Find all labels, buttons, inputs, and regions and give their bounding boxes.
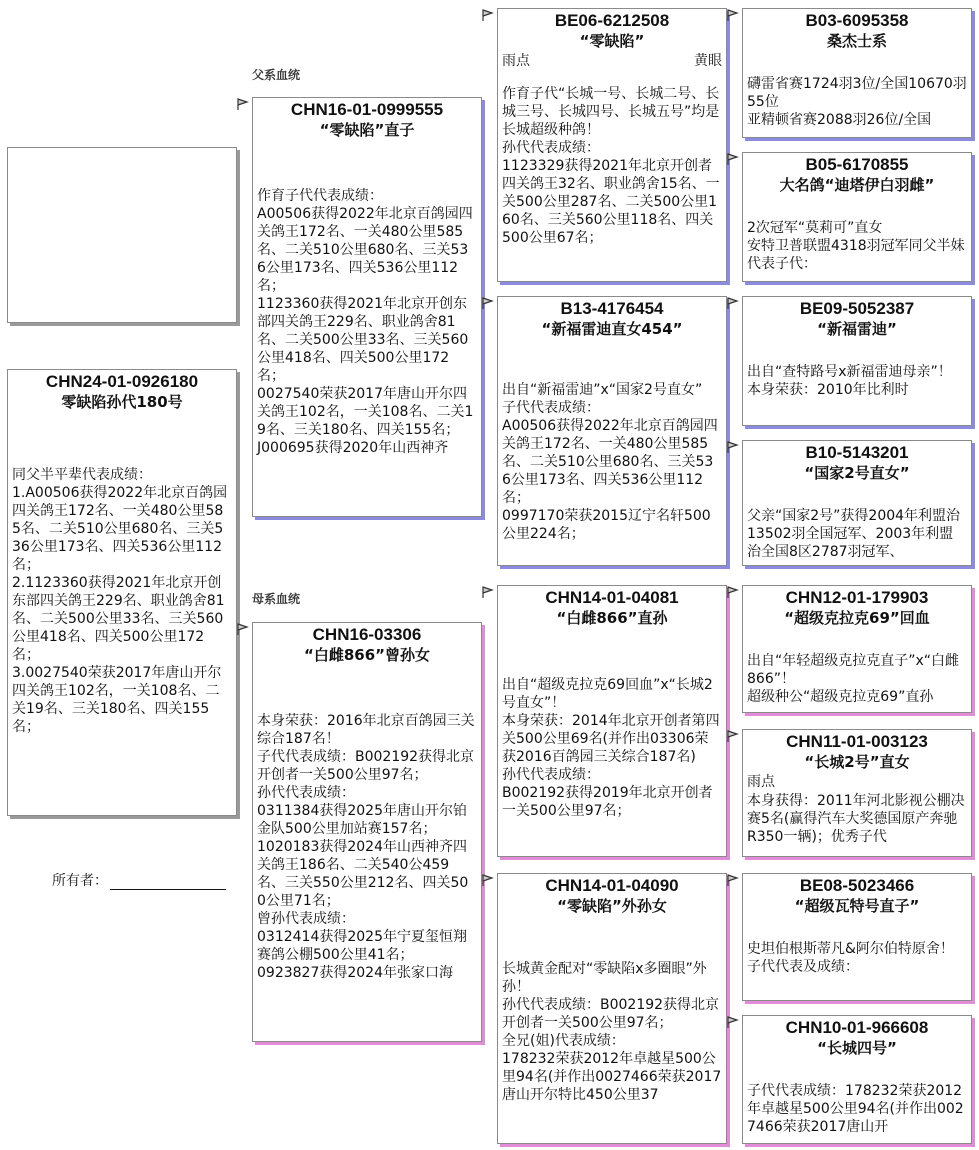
sdd-name: “国家2号直女” (804, 464, 910, 482)
sire-ring-number: CHN16-01-0999555 (290, 100, 444, 119)
ddd-name: “长城四号” (817, 1039, 897, 1057)
dss-details: 出自“年轻超级克拉克直子”x“白雌866”！ 超级种公“超级克拉克69”直孙 (747, 653, 960, 705)
sdd-ring-number: B10-5143201 (805, 443, 909, 462)
sire-details: 作育子代代表成绩： A00506获得2022年北京百鸽园四关鸽王172名、一关480公里585名、二关510公里680名、三关536公里173名、四关536公里112名； 1123360获得2021年北京开创东部四关鸽王229名、职业鸽舍81名、二关500公里33名、三关560公里418名、四关500公里172名； 0027540荣获2017年唐山开尔四关鸽王102名，一关108名、二关19名、三关180名、四关155名； J000695获得2020年山西神齐 (257, 188, 474, 456)
dam-dam-card[interactable] (497, 873, 727, 1144)
dss-ring-number: CHN12-01-179903 (785, 588, 929, 607)
sire-sire-attributes (498, 51, 726, 71)
sss-details: 礴雷省赛1724羽3位/全国10670羽55位 亚精顿省赛2088羽26位/全国 (747, 76, 967, 128)
sdd-card[interactable] (742, 440, 972, 566)
dam-sire-ring-number: CHN14-01-04081 (545, 588, 679, 607)
ddd-card[interactable] (742, 1015, 972, 1144)
sire-card[interactable] (252, 97, 482, 517)
owner-field (52, 870, 226, 890)
ddd-ring-number: CHN10-01-966608 (785, 1018, 929, 1037)
dds-card[interactable] (742, 873, 972, 1001)
owner-blank-line[interactable] (110, 875, 226, 890)
ssd-name: 大名鸽“迪塔伊白羽雌” (779, 176, 935, 194)
dam-dam-details: 长城黄金配对“零缺陷x多圈眼”外孙！ 孙代代表成绩：B002192获得北京开创者一关500公里97名； 全兄(姐)代表成绩： 178232荣获2012年卓越星500公里94名(并作出0027466荣获2017唐山开尔特比450公里37 (502, 961, 722, 1103)
flag-icon[interactable] (726, 585, 740, 599)
dam-sire-card[interactable] (497, 585, 727, 857)
sire-sire-ring-number: BE06-6212508 (554, 11, 670, 30)
flag-icon[interactable] (726, 873, 740, 887)
subject-ring-number: CHN24-01-0926180 (45, 372, 199, 391)
sire-sire-color: 雨点 (502, 53, 530, 69)
dam-sire-name: “白雌866”直孙 (556, 609, 668, 627)
flag-icon[interactable] (481, 296, 495, 310)
sire-sire-details: 作育子代“长城一号、长城二号、长城三号、长城四号、长城五号”均是长城超级种鸽！ 孙代代表成绩： 1123329获得2021年北京开创者四关鸽王32名、职业鸽舍15名、一关500公里287名、二关500公里160名、三关560公里118名、四关500公里67名； (502, 86, 720, 246)
flag-icon[interactable] (236, 97, 250, 111)
owner-label: 所有者： (52, 873, 108, 889)
subject-card[interactable] (7, 369, 237, 816)
dds-ring-number: BE08-5023466 (799, 876, 915, 895)
dam-dam-ring-number: CHN14-01-04090 (545, 876, 679, 895)
dsd-color: 雨点 (747, 774, 775, 790)
subject-name: 零缺陷孙代180号 (61, 393, 183, 411)
dss-name: “超级克拉克69”回血 (784, 609, 930, 627)
flag-icon[interactable] (726, 440, 740, 454)
dam-dam-name: “零缺陷”外孙女 (557, 897, 667, 915)
sire-sire-eye: 黄眼 (694, 53, 722, 69)
sds-details: 出自“查特路号x新福雷迪母亲”！ 本身荣获：2010年比利时 (747, 364, 952, 398)
flag-icon[interactable] (726, 1015, 740, 1029)
dam-sire-details: 出自“超级克拉克69回血”x“长城2号直女”！ 本身荣获：2014年北京开创者第四关500公里69名(并作出03306荣获2016百鸽园三关综合187名) 孙代代表成绩： B002192获得2019年北京开创者一关500公里97名； (502, 677, 720, 819)
dam-name: “白雌866”曾孙女 (303, 646, 431, 664)
ssd-details: 2次冠军“莫莉可”直女 安特卫普联盟4318羽冠军同父半妹代表子代： (747, 220, 965, 272)
sire-dam-details: 出自“新福雷迪”x“国家2号直女” 子代代表成绩： A00506获得2022年北京百鸽园四关鸽王172名、一关480公里585名、二关510公里680名、三关536公里173名、四关536公里112名； 0997170荣获2015辽宁名轩500公里224名； (502, 382, 718, 542)
sire-name: “零缺陷”直子 (319, 121, 415, 139)
flag-icon[interactable] (481, 873, 495, 887)
dam-card[interactable] (252, 622, 482, 1042)
dds-details: 史坦伯根斯蒂凡&阿尔伯特原舍！ 子代代表及成绩： (747, 941, 954, 975)
sire-line-label: 父系血统 (252, 68, 301, 82)
dam-details: 本身荣获：2016年北京百鸽园三关综合187名！ 子代代表成绩：B002192获得北京开创者一关500公里97名； 孙代代表成绩： 0311384获得2025年唐山开尔铂金队500公里加站赛157名； 1020183获得2024年山西神齐四关鸽王186名、二关540公459名、三关550公里212名、四关500公里71名； 曾孙代表成绩： 0312414获得2025年宁夏玺恒翔赛鸽公棚500公里41名； 0923827获得2024年张家口海 (257, 713, 475, 981)
ssd-ring-number: B05-6170855 (805, 155, 909, 174)
ddd-details: 子代代表成绩：178232荣获2012年卓越星500公里94名(并作出0027466荣获2017唐山开 (747, 1083, 964, 1135)
flag-icon[interactable] (726, 8, 740, 22)
sss-ring-number: B03-6095358 (805, 11, 909, 30)
dss-card[interactable] (742, 585, 972, 713)
dsd-name: “长城2号”直女 (804, 753, 910, 771)
dsd-attributes (743, 772, 971, 792)
flag-icon[interactable] (481, 8, 495, 22)
sire-dam-name: “新福雷迪直女454” (541, 320, 683, 338)
subject-details: 同父半平辈代表成绩： 1.A00506获得2022年北京百鸽园四关鸽王172名、一关480公里585名、二关510公里680名、三关536公里173名、四关536公里112名； 2.1123360获得2021年北京开创东部四关鸽王229名、职业鸽舍81名、二关500公里33名、三关560公里418名、四关500公里172名； 3.0027540荣获2017年唐山开尔四关鸽王102名，一关108名、二关19名、三关180名、四关155名； (12, 467, 228, 735)
flag-icon[interactable] (726, 152, 740, 166)
flag-icon[interactable] (726, 729, 740, 743)
sire-sire-name: “零缺陷” (579, 32, 645, 50)
flag-icon[interactable] (481, 585, 495, 599)
sire-dam-card[interactable] (497, 296, 727, 566)
sss-card[interactable] (742, 8, 972, 138)
sdd-details: 父亲“国家2号”获得2004年利盟治13502羽全国冠军、2003年利盟治全国8区2787羽冠军、 (747, 508, 961, 560)
flag-icon[interactable] (726, 296, 740, 310)
sire-sire-card[interactable] (497, 8, 727, 282)
dsd-card[interactable] (742, 729, 972, 857)
flag-icon[interactable] (236, 622, 250, 636)
dam-ring-number: CHN16-03306 (312, 625, 422, 644)
dsd-details: 本身获得：2011年河北影视公棚决赛5名(赢得汽车大奖德国原产奔驰R350一辆)；优秀子代 (747, 793, 965, 845)
ssd-card[interactable] (742, 152, 972, 282)
sds-ring-number: BE09-5052387 (799, 299, 915, 318)
sds-card[interactable] (742, 296, 972, 426)
dds-name: “超级瓦特号直子” (794, 897, 920, 915)
sss-name: 桑杰士系 (826, 32, 887, 50)
dsd-ring-number: CHN11-01-003123 (786, 732, 928, 751)
sire-dam-ring-number: B13-4176454 (560, 299, 664, 318)
photo-frame (7, 147, 237, 323)
dam-line-label: 母系血统 (252, 592, 301, 606)
sds-name: “新福雷迪” (817, 320, 897, 338)
